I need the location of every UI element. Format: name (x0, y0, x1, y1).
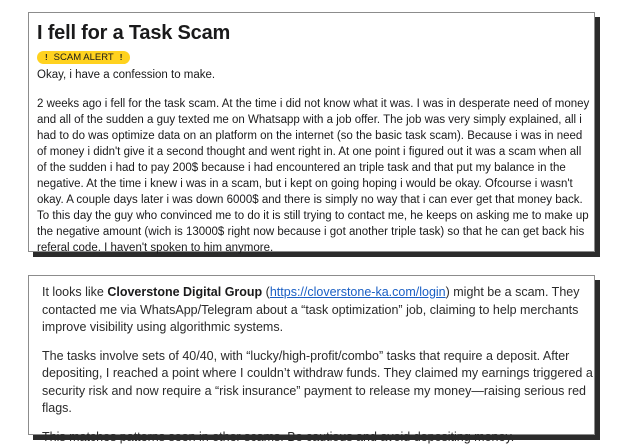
scam-alert-flair[interactable] (37, 51, 130, 64)
post-title[interactable]: I fell for a Task Scam (37, 20, 594, 46)
comment-text: It looks like (42, 285, 107, 299)
exclamation-icon: ! (45, 51, 48, 64)
company-name: Cloverstone Digital Group (107, 285, 262, 299)
comment-paragraph: This matches patterns seen in other scams. Be cautious and avoid depositing money. (42, 429, 594, 446)
scam-site-link[interactable]: https://cloverstone-ka.com/login (270, 285, 446, 299)
comment-card (28, 275, 595, 435)
post-body: 2 weeks ago i fell for the task scam. At the time i did not know what it was. I was in desperate need of money and all of the sudden a guy texted me on Whatsapp with a job offer. The job was very simply explained, all i had to do was optimize data on an platform on the internet (so the basic task scam). Because i was in need of money i didn't give it a second thought and went right in. At one point i figured out it was a scam when all of the sudden i had to pay 200$ because i had encountered an triple task and that put my balance in the negative. At the time i knew i was in a scam, but i kept on going hoping i would be okay. Ofcourse i wasn't okay. A couple days later i was down 6000$ and there is simply no way that i can ever get that money back. To this day the guy who convinced me to do it is still trying to contact me, he keeps on asking me to make up the negative amount (wich is 13000$ right now because i got another triple task) so that he can get back his referal code. I haven't spoken to him anymore. (37, 96, 590, 256)
comment-paragraph (42, 284, 594, 337)
post-intro: Okay, i have a confession to make. (37, 67, 594, 83)
comment-text: ( (262, 285, 270, 299)
exclamation-icon: ! (120, 51, 123, 64)
post-card (28, 12, 595, 252)
flair-label: SCAM ALERT (54, 51, 114, 64)
comment-paragraph: The tasks involve sets of 40/40, with “lucky/high-profit/combo” tasks that require a deposit. After depositing, I reached a point where I couldn’t withdraw funds. They claimed my earnings triggered a security risk and now require a “risk insurance” payment to release my money—raising serious red flags. (42, 348, 594, 418)
comment-text: ) might be a scam. They contacted me via WhatsApp/Telegram about a “task optimization” job, claiming to help merchants improve visibility using algorithmic systems. (42, 285, 579, 334)
